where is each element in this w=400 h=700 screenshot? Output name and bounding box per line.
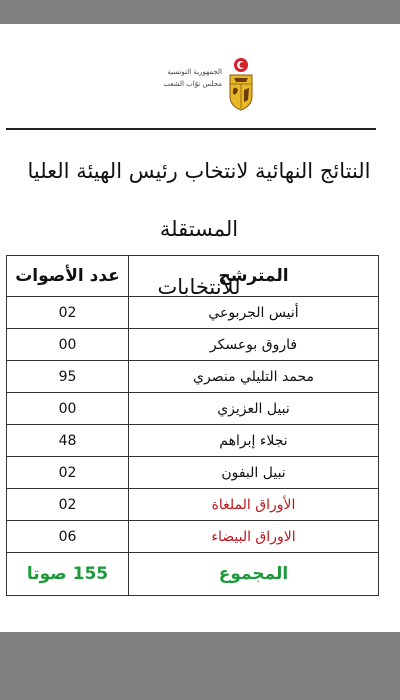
assembly-name: مجلس نوّاب الشعب [163,80,222,88]
invalid-ballots-label: الأوراق الملغاة [129,489,379,521]
vote-count: 95 [7,361,129,393]
table-row [7,425,379,457]
candidate-name: نجلاء إبراهم [129,425,379,457]
letterhead [0,54,400,116]
candidate-name: أنيس الجربوعي [129,297,379,329]
candidate-name: نبيل العزيزي [129,393,379,425]
vote-count: 48 [7,425,129,457]
table-row-total [7,553,379,596]
header-divider [6,128,376,130]
table-row [7,457,379,489]
candidate-name: نبيل البفون [129,457,379,489]
table-row-blank-ballots [7,521,379,553]
table-header-row [7,256,379,297]
blank-ballots-label: الاوراق البيضاء [129,521,379,553]
results-table [6,255,379,596]
table-row [7,329,379,361]
candidate-name: محمد التليلي منصري [129,361,379,393]
table-row [7,361,379,393]
total-votes: 155 صوتا [7,553,129,596]
title-line-2: للانتخابات [157,275,241,299]
republic-name: الجمهورية التونسية [167,68,222,76]
vote-count: 00 [7,329,129,361]
vote-count: 06 [7,521,129,553]
table-row [7,393,379,425]
vote-count: 02 [7,489,129,521]
letterhead-text [142,66,222,90]
candidate-name: فاروق بوعسكر [129,329,379,361]
total-label: المجموع [129,553,379,596]
document-page [0,24,400,632]
table-row-invalid-ballots [7,489,379,521]
vote-count: 00 [7,393,129,425]
title-line-1: النتائج النهائية لانتخاب رئيس الهيئة العليا المستقلة [27,159,371,241]
vote-count: 02 [7,457,129,489]
table-row [7,297,379,329]
vote-count: 02 [7,297,129,329]
coat-of-arms-icon [226,56,256,112]
votes-column-header: عدد الأصوات [7,256,129,297]
candidate-column-header: المترشح [129,256,379,297]
